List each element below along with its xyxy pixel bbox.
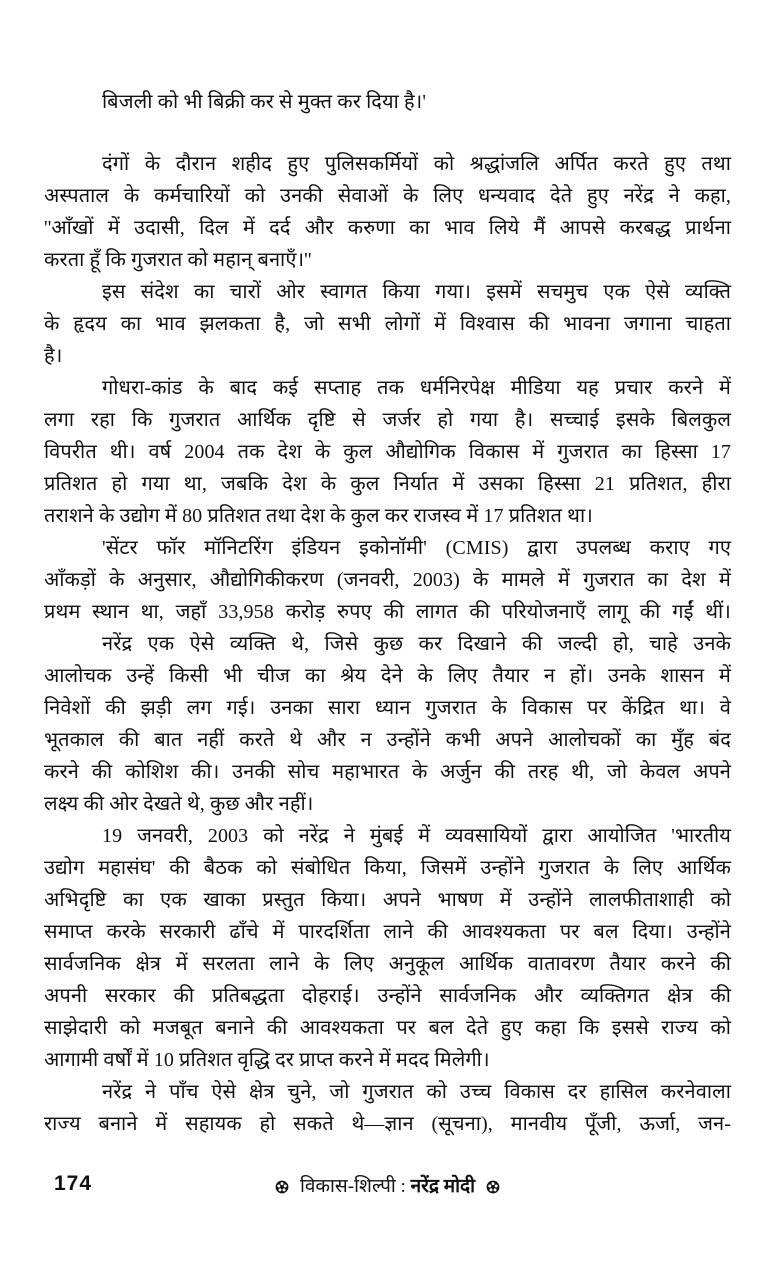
text-line: सार्वजनिक क्षेत्र में सरलता लाने के लिए अनुकूल आर्थिक वातावरण तैयार करने की [44, 953, 731, 975]
text-line: गोधरा-कांड के बाद कई सप्ताह तक धर्मनिरपेक्ष मीडिया यह प्रचार करने में [102, 377, 731, 399]
text-line: अस्पताल के कर्मचारियों को उनकी सेवाओं के लिए धन्यवाद देते हुए नरेंद्र ने कहा, [44, 185, 731, 207]
paragraph [44, 148, 731, 276]
text-line: नरेंद्र ने पाँच ऐसे क्षेत्र चुने, जो गुजरात को उच्च विकास दर हासिल करनेवाला [102, 1081, 731, 1103]
page-content [44, 86, 731, 1140]
running-title-series: विकास-शिल्पी : [299, 1176, 406, 1197]
paragraph [44, 276, 731, 372]
text-line: प्रतिशत हो गया था, जबकि देश के कुल निर्यात में उसका हिस्सा 21 प्रतिशत, हीरा [44, 473, 731, 495]
text-line: समाप्त करके सरकारी ढाँचे में पारदर्शिता लाने की आवश्यकता पर बल दिया। उन्होंने [44, 921, 731, 943]
text-line: निवेशों की झड़ी लग गई। उनका सारा ध्यान गुजरात के विकास पर केंद्रित था। वे [44, 697, 731, 719]
text-line: के हृदय का भाव झलकता है, जो सभी लोगों में विश्वास की भावना जगाना चाहता [44, 313, 731, 335]
running-title [44, 1172, 731, 1200]
text-line: दंगों के दौरान शहीद हुए पुलिसकर्मियों को श्रद्धांजलि अर्पित करते हुए तथा [102, 153, 731, 175]
page-number: 174 [54, 1172, 93, 1195]
text-line: लक्ष्य की ओर देखते थे, कुछ और नहीं। [44, 793, 314, 815]
paragraph [44, 1076, 731, 1140]
text-line: साझेदारी को मजबूत बनाने की आवश्यकता पर बल देते हुए कहा कि इससे राज्य को [44, 1017, 731, 1039]
flower-ornament-icon [275, 1178, 289, 1200]
page-footer [44, 1170, 731, 1202]
text-line: है। [44, 345, 63, 367]
text-line: आलोचक उन्हें किसी भी चीज का श्रेय देने के लिए तैयार न हों। उनके शासन में [44, 665, 731, 687]
text-line: तराशने के उद्योग में 80 प्रतिशत तथा देश के कुल कर राजस्व में 17 प्रतिशत था। [44, 505, 593, 527]
text-line: राज्य बनाने में सहायक हो सकते थे—ज्ञान (सूचना), मानवीय पूँजी, ऊर्जा, जन- [44, 1113, 731, 1135]
text-line: विपरीत थी। वर्ष 2004 तक देश के कुल औद्योगिक विकास में गुजरात का हिस्सा 17 [44, 441, 731, 463]
text-line: अपनी सरकार की प्रतिबद्धता दोहराई। उन्होंने सार्वजनिक और व्यक्तिगत क्षेत्र की [44, 985, 731, 1007]
text-line: आँकड़ों के अनुसार, औद्योगिकीकरण (जनवरी, 2003) के मामले में गुजरात का देश में [44, 569, 731, 591]
paragraph [44, 86, 731, 118]
flower-ornament-icon [486, 1178, 500, 1200]
text-line: प्रथम स्थान था, जहाँ 33,958 करोड़ रुपए की लागत की परियोजनाएँ लागू की गईं थीं। [44, 601, 731, 623]
text-line: लगा रहा कि गुजरात आर्थिक दृष्टि से जर्जर हो गया है। सच्चाई इसके बिलकुल [44, 409, 731, 431]
paragraph [44, 532, 731, 628]
text-line: भूतकाल की बात नहीं करते थे और न उन्होंने कभी अपने आलोचकों का मुँह बंद [44, 729, 731, 751]
paragraph [44, 372, 731, 532]
text-line: ''आँखों में उदासी, दिल में दर्द और करुणा का भाव लिये मैं आपसे करबद्ध प्रार्थना [44, 217, 731, 239]
text-line: बिजली को भी बिक्री कर से मुक्त कर दिया है।' [102, 91, 427, 113]
text-line: उद्योग महासंघ' की बैठक को संबोधित किया, जिसमें उन्होंने गुजरात के लिए आर्थिक [44, 857, 731, 879]
text-line: आगामी वर्षों में 10 प्रतिशत वृद्धि दर प्राप्त करने में मदद मिलेगी। [44, 1049, 490, 1071]
text-line: करता हूँ कि गुजरात को महान् बनाएँ।'' [44, 249, 312, 271]
text-line: इस संदेश का चारों ओर स्वागत किया गया। इसमें सचमुच एक ऐसे व्यक्ति [102, 281, 731, 303]
text-line: करने की कोशिश की। उनकी सोच महाभारत के अर्जुन की तरह थी, जो केवल अपने [44, 761, 731, 783]
text-line: 'सेंटर फॉर मॉनिटरिंग इंडियन इकोनॉमी' (CMIS) द्वारा उपलब्ध कराए गए [102, 537, 731, 559]
text-line: नरेंद्र एक ऐसे व्यक्ति थे, जिसे कुछ कर दिखाने की जल्दी हो, चाहे उनके [102, 633, 731, 655]
paragraph [44, 628, 731, 820]
running-title-book: नरेंद्र मोदी [410, 1176, 476, 1197]
text-line: अभिदृष्टि का एक खाका प्रस्तुत किया। अपने भाषण में उन्होंने लालफीताशाही को [44, 889, 731, 911]
text-line: 19 जनवरी, 2003 को नरेंद्र ने मुंबई में व्यवसायियों द्वारा आयोजित 'भारतीय [102, 825, 731, 847]
paragraph [44, 820, 731, 1076]
